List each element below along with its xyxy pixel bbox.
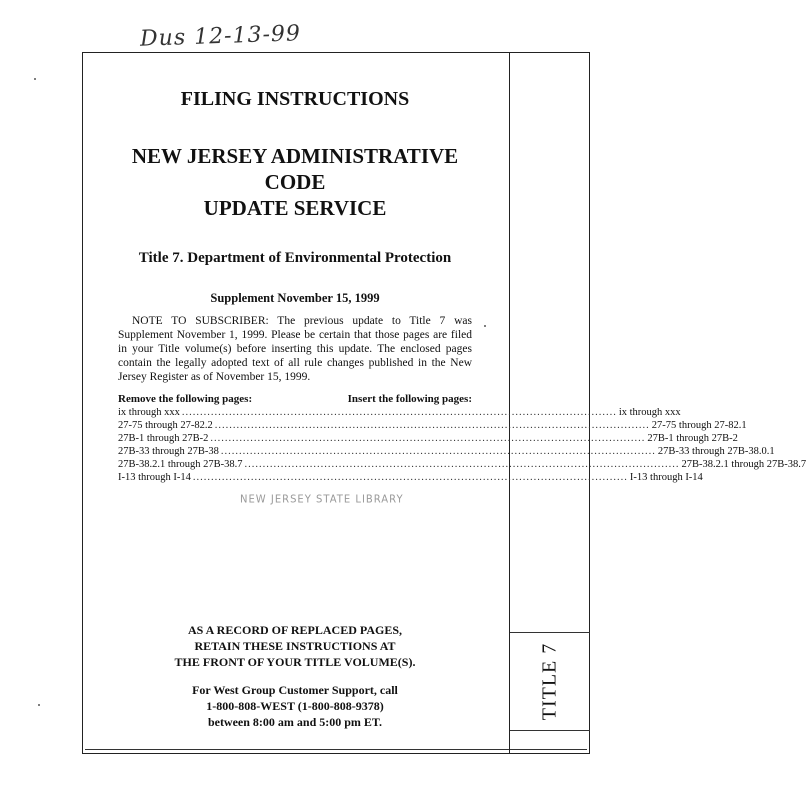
support-hours: between 8:00 am and 5:00 pm ET.	[207, 715, 383, 729]
pages-table	[118, 393, 806, 484]
remove-pages: I-13 through I-14	[118, 472, 191, 483]
table-row	[118, 406, 681, 419]
note-to-subscriber: NOTE TO SUBSCRIBER: The previous update to Title 7 was Supplement November 1, 1999. Please be certain that those pages are filed in your Title volume(s) before inserting this update. The enclosed pages contain the legally adopted text of all rule changes published in the New Jersey Register as of November 15, 1999.	[118, 315, 472, 383]
main-content	[118, 82, 806, 484]
customer-support	[118, 682, 472, 730]
remove-pages: 27B-33 through 27B-38	[118, 446, 219, 457]
code-title-line1: NEW JERSEY ADMINISTRATIVE CODE	[131, 144, 459, 194]
remove-header: Remove the following pages:	[118, 393, 253, 405]
scan-speck	[34, 78, 36, 80]
table-row	[118, 445, 775, 458]
table-header	[118, 393, 472, 406]
library-stamp: NEW JERSEY STATE LIBRARY	[240, 493, 404, 506]
filing-title: FILING INSTRUCTIONS	[180, 88, 410, 110]
remove-pages: 27B-1 through 27B-2	[118, 433, 209, 444]
insert-pages: ix through xxx	[618, 407, 681, 418]
title-line: Title 7. Department of Environmental Protection	[138, 250, 452, 266]
table-row	[118, 471, 703, 484]
remove-pages: 27-75 through 27-82.2	[118, 420, 213, 431]
table-row	[118, 458, 806, 471]
handwritten-note: Dus 12-13-99	[139, 21, 302, 52]
dot-leader: ........................................................................................................................	[192, 472, 628, 483]
insert-pages: I-13 through I-14	[629, 472, 703, 483]
dot-leader: ........................................................................................................................	[210, 433, 646, 444]
support-line1: For West Group Customer Support, call	[192, 683, 398, 697]
insert-pages: 27B-33 through 27B-38.0.1	[657, 446, 775, 457]
insert-header: Insert the following pages:	[347, 393, 472, 405]
table-row	[118, 432, 738, 445]
title-tab	[510, 632, 590, 730]
support-phone: 1-800-808-WEST (1-800-808-9378)	[206, 699, 384, 713]
record-notice	[118, 622, 472, 670]
record-line2: RETAIN THESE INSTRUCTIONS AT	[194, 639, 396, 653]
remove-pages: ix through xxx	[118, 407, 180, 418]
remove-pages: 27B-38.2.1 through 27B-38.7	[118, 459, 243, 470]
title-tab-label: TITLE 7	[538, 642, 561, 720]
dot-leader: ........................................................................................................................	[181, 407, 617, 418]
dot-leader: ........................................................................................................................	[220, 446, 656, 457]
insert-pages: 27B-38.2.1 through 27B-38.7	[681, 459, 806, 470]
code-title	[118, 143, 472, 221]
insert-pages: 27B-1 through 27B-2	[647, 433, 738, 444]
record-line1: AS A RECORD OF REPLACED PAGES,	[187, 623, 403, 637]
table-row	[118, 419, 747, 432]
record-line3: THE FRONT OF YOUR TITLE VOLUME(S).	[174, 655, 416, 669]
dot-leader: ........................................................................................................................	[244, 459, 680, 470]
tab-rule-bottom	[510, 730, 590, 731]
supplement-date: Supplement November 15, 1999	[210, 291, 380, 305]
code-title-line2: UPDATE SERVICE	[203, 196, 387, 220]
insert-pages: 27-75 through 27-82.1	[651, 420, 747, 431]
scan-speck	[484, 325, 486, 327]
dot-leader: ........................................................................................................................	[214, 420, 650, 431]
scan-speck	[38, 704, 40, 706]
